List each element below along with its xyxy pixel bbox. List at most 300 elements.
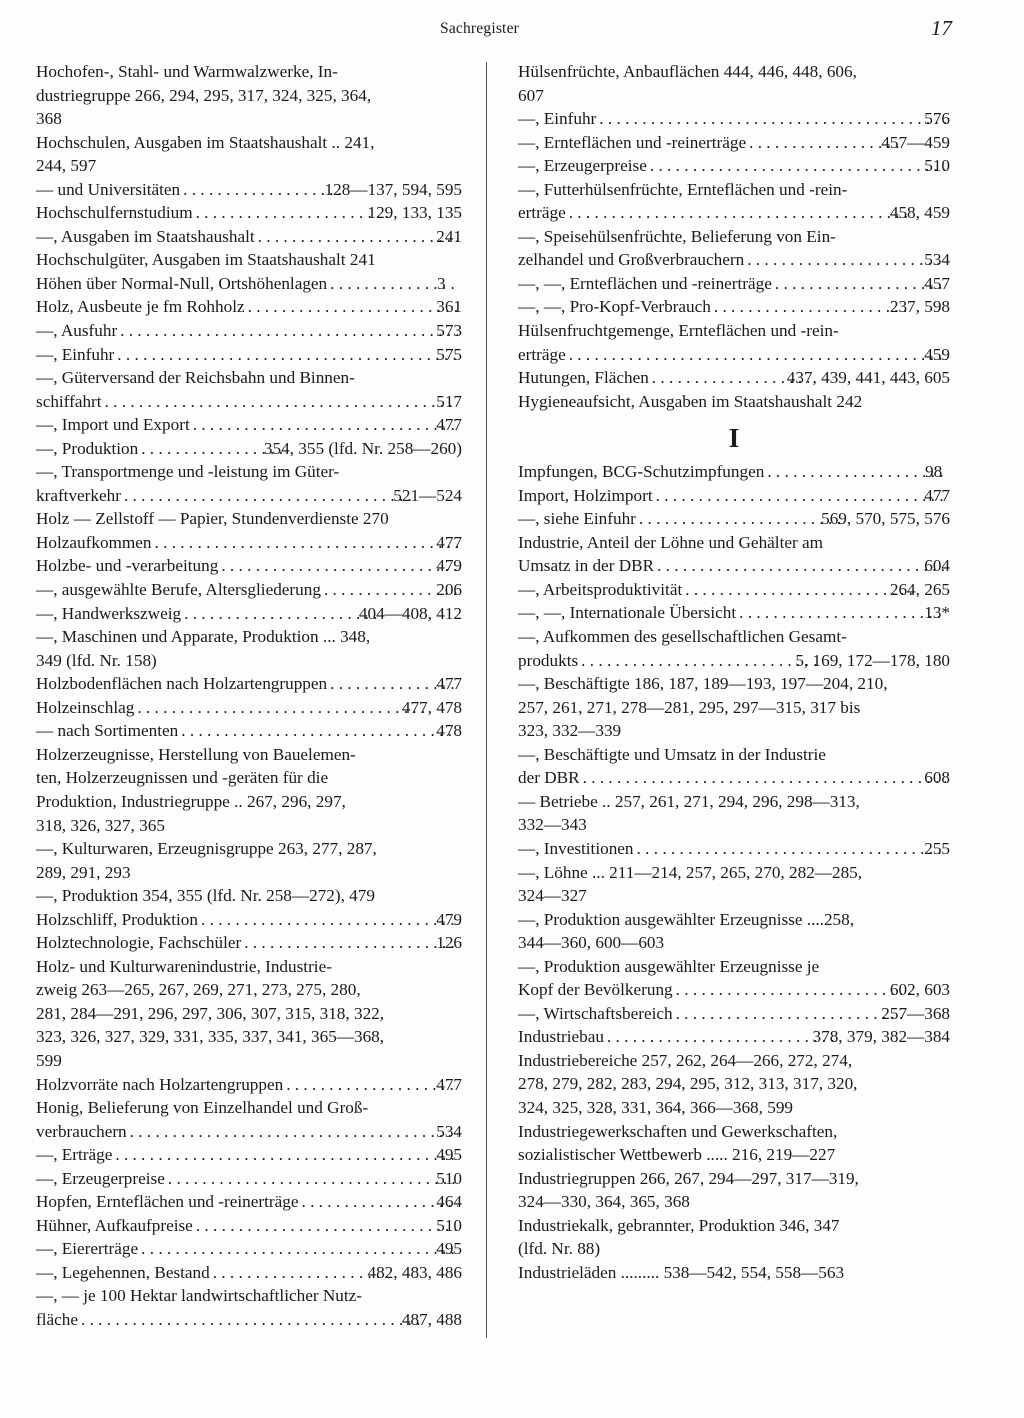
- index-term: —, Einfuhr: [518, 109, 597, 129]
- column-divider: [486, 62, 487, 1338]
- page-refs: 604: [924, 556, 950, 576]
- index-term: Holzvorräte nach Holzartengruppen: [36, 1074, 284, 1094]
- index-term: produkts: [518, 650, 579, 670]
- index-line: 344—360, 600—603: [518, 933, 665, 953]
- index-entry: [518, 1049, 950, 1120]
- index-line: Holz — Zellstoff — Papier, Stundenverdienste 270: [36, 509, 389, 529]
- index-line: 323, 326, 327, 329, 331, 335, 337, 341, 365—368,: [36, 1027, 385, 1047]
- leader-dots: [685, 578, 912, 602]
- index-line: 607: [518, 85, 544, 105]
- index-leader-line: [36, 343, 462, 367]
- index-entry: [518, 1120, 950, 1167]
- index-entry: [36, 1143, 462, 1167]
- index-term: —, Ernteflächen und -reinerträge: [518, 132, 747, 152]
- index-column-right: [518, 60, 950, 1284]
- leader-dots: [767, 460, 947, 484]
- index-leader-line: [36, 413, 462, 437]
- index-term: Holzbodenflächen nach Holzartengruppen: [36, 674, 328, 694]
- page-refs: 521—524: [393, 485, 462, 505]
- page-refs: 495: [436, 1145, 462, 1165]
- index-entry: [518, 178, 950, 225]
- index-entry: [36, 1167, 462, 1191]
- index-line: 349 (lfd. Nr. 158): [36, 650, 157, 670]
- index-leader-line: [36, 696, 462, 720]
- index-entry: [518, 531, 950, 578]
- index-entry: [36, 319, 462, 343]
- index-leader-line: [518, 837, 950, 861]
- leader-dots: [301, 1190, 458, 1214]
- index-line: Industriebereiche 257, 262, 264—266, 272, 274,: [518, 1050, 853, 1070]
- index-entry: [36, 1237, 462, 1261]
- index-leader-line: [518, 107, 950, 131]
- index-entry: [36, 696, 462, 720]
- index-line: Hülsenfruchtgemenge, Ernteflächen und -rein-: [518, 321, 839, 341]
- index-entry: [518, 366, 950, 390]
- index-line: 599: [36, 1050, 62, 1070]
- index-line: Holz- und Kulturwarenindustrie, Industrie-: [36, 956, 332, 976]
- leader-dots: [637, 837, 947, 861]
- index-line: —, Beschäftigte 186, 187, 189—193, 197—204, 210,: [518, 674, 888, 694]
- page-refs: 534: [924, 250, 950, 270]
- index-leader-line: [36, 531, 462, 555]
- leader-dots: [193, 413, 459, 437]
- index-term: Holztechnologie, Fachschüler: [36, 933, 242, 953]
- index-entry: [518, 861, 950, 908]
- index-leader-line: [36, 225, 462, 249]
- index-line: —, Kulturwaren, Erzeugnisgruppe 263, 277, 287,: [36, 839, 377, 859]
- index-term: Holz, Ausbeute je fm Rohholz: [36, 297, 245, 317]
- page-refs: 478: [436, 721, 462, 741]
- index-term: —, Erzeugerpreise: [518, 156, 647, 176]
- index-term: —, siehe Einfuhr: [518, 509, 636, 529]
- index-entry: [36, 295, 462, 319]
- leader-dots: [676, 978, 912, 1002]
- index-leader-line: Höhen über Normal-Null, Ortshöhenlagen . . . 3: [61, 272, 462, 296]
- index-line: sozialistischer Wettbewerb ..... 216, 219—227: [518, 1145, 836, 1165]
- index-term: Hühner, Aufkaufpreise: [36, 1215, 193, 1235]
- leader-dots: [714, 295, 912, 319]
- page-refs: 378, 379, 382—384: [812, 1027, 950, 1047]
- page-refs: 510: [436, 1215, 462, 1235]
- leader-dots: [286, 1073, 458, 1097]
- leader-dots: [607, 1025, 835, 1049]
- index-entry: [518, 625, 950, 672]
- leader-dots: [639, 507, 843, 531]
- index-line: 324—330, 364, 365, 368: [518, 1192, 690, 1212]
- index-entry: [36, 413, 462, 437]
- index-entry: [518, 131, 950, 155]
- index-term: —, Handwerkszweig: [36, 603, 182, 623]
- index-line: 332—343: [518, 815, 587, 835]
- index-entry: [36, 507, 462, 531]
- page-header: [0, 14, 1024, 44]
- index-term: —, Ausgaben im Staatshaushalt: [36, 226, 255, 246]
- leader-dots: [656, 484, 947, 508]
- leader-dots: [652, 366, 809, 390]
- index-entry: [518, 272, 950, 296]
- index-entry: [518, 1214, 950, 1261]
- index-entry: [518, 60, 950, 107]
- page-refs: 13*: [924, 603, 950, 623]
- index-entry: [36, 743, 462, 837]
- index-term: Hochschulfernstudium: [36, 203, 193, 223]
- index-leader-line: [36, 437, 462, 461]
- index-entry: [518, 1167, 950, 1214]
- page-refs: 128—137, 594, 595: [324, 179, 462, 199]
- index-section-h: [518, 60, 950, 413]
- index-term: — und Universitäten: [36, 179, 181, 199]
- leader-dots: [196, 201, 390, 225]
- index-line: Industriegruppen 266, 267, 294—297, 317—319,: [518, 1168, 859, 1188]
- index-term: Umsatz in der DBR: [518, 556, 655, 576]
- index-leader-line: [518, 1025, 950, 1049]
- index-term: Holzaufkommen: [36, 532, 152, 552]
- page-refs: 602, 603: [889, 980, 950, 1000]
- page-refs: 534: [436, 1121, 462, 1141]
- index-term: —, —, Internationale Übersicht: [518, 603, 737, 623]
- leader-dots: [184, 602, 381, 626]
- leader-dots: [105, 390, 459, 414]
- index-entry: [36, 366, 462, 413]
- leader-dots: [599, 107, 946, 131]
- page-refs: 608: [924, 768, 950, 788]
- index-entry: [36, 719, 462, 743]
- index-line: Produktion, Industriegruppe .. 267, 296, 297,: [36, 791, 346, 811]
- index-leader-line: [518, 766, 950, 790]
- page-refs: 237, 598: [889, 297, 950, 317]
- index-term: —, Erträge: [36, 1145, 113, 1165]
- leader-dots: [183, 178, 346, 202]
- index-term: Import, Holzimport: [518, 485, 653, 505]
- index-entry: [36, 908, 462, 932]
- index-line: —, Löhne ... 211—214, 257, 265, 270, 282—285,: [518, 862, 863, 882]
- index-leader-line: [518, 131, 950, 155]
- index-leader-line: [518, 1002, 950, 1026]
- index-line: — Betriebe .. 257, 261, 271, 294, 296, 298—313,: [518, 791, 860, 811]
- leader-dots: [115, 1143, 458, 1167]
- running-title: Sachregister: [440, 20, 520, 37]
- index-entry: [36, 578, 462, 602]
- index-entry: [518, 507, 950, 531]
- index-entry: [518, 837, 950, 861]
- index-entry: [518, 107, 950, 131]
- page-refs: 459: [924, 344, 950, 364]
- leader-dots: [130, 1120, 459, 1144]
- index-entry: [36, 625, 462, 672]
- index-term: —, Import und Export: [36, 415, 190, 435]
- index-entry: [36, 1284, 462, 1331]
- page-refs: 479: [436, 556, 462, 576]
- index-entry: [36, 884, 462, 908]
- index-leader-line: [518, 343, 950, 367]
- index-line: —, Produktion 354, 355 (lfd. Nr. 258—272), 479: [36, 886, 375, 906]
- leader-dots: [81, 1308, 424, 1332]
- section-letter-heading: I: [728, 423, 740, 454]
- page-refs: 482, 483, 486: [367, 1262, 462, 1282]
- leader-dots: [124, 484, 415, 508]
- index-leader-line: [36, 390, 462, 414]
- leader-dots: [676, 1002, 904, 1026]
- index-entry: [36, 554, 462, 578]
- index-entry: [36, 178, 462, 202]
- index-entry: [518, 295, 950, 319]
- leader-dots: [775, 272, 946, 296]
- index-leader-line: [518, 601, 950, 625]
- index-term: —, Investitionen: [518, 838, 634, 858]
- index-line: 278, 279, 282, 283, 294, 295, 312, 313, 317, 320,: [518, 1074, 858, 1094]
- leader-dots: [120, 319, 458, 343]
- leader-dots: [181, 719, 458, 743]
- index-column-left: [36, 60, 462, 1332]
- index-line: —, Produktion ausgewählter Erzeugnisse ....258,: [518, 909, 855, 929]
- index-term: Holzbe- und -verarbeitung: [36, 556, 219, 576]
- index-line: —, Speisehülsenfrüchte, Belieferung von Ein-: [518, 226, 836, 246]
- page-refs: 477, 478: [401, 697, 462, 717]
- index-leader-line: [518, 248, 950, 272]
- index-entry: [518, 484, 950, 508]
- index-leader-line: [36, 908, 462, 932]
- index-entry: [518, 743, 950, 790]
- index-leader-line: [518, 484, 950, 508]
- index-leader-line: [36, 484, 462, 508]
- index-line: Industrieläden ......... 538—542, 554, 558—563: [518, 1262, 845, 1282]
- index-term: zelhandel und Großverbrauchern: [518, 250, 745, 270]
- index-line: Hochschulen, Ausgaben im Staatshaushalt .. 241,: [36, 132, 375, 152]
- index-leader-line: [518, 554, 950, 578]
- index-entry: [36, 248, 462, 272]
- page-refs: 404—408, 412: [358, 603, 462, 623]
- index-line: Industriekalk, gebrannter, Produktion 346, 347: [518, 1215, 840, 1235]
- page-refs: 241: [436, 226, 462, 246]
- page-refs: 5, 169, 172—178, 180: [795, 650, 950, 670]
- page-refs: 264, 265: [889, 579, 950, 599]
- index-term: —, ausgewählte Berufe, Altersgliederung: [36, 580, 321, 600]
- leader-dots: [168, 1167, 458, 1191]
- leader-dots: [650, 154, 946, 178]
- index-term: Höhen über Normal-Null, Ortshöhenlagen: [36, 273, 328, 293]
- index-entry: [518, 319, 950, 366]
- index-term: Hopfen, Ernteflächen und -reinerträge: [36, 1192, 299, 1212]
- leader-dots: [117, 343, 458, 367]
- page-refs: 464: [436, 1192, 462, 1212]
- index-entry: [36, 225, 462, 249]
- index-entry: [518, 672, 950, 743]
- index-entry: [518, 154, 950, 178]
- index-entry: [518, 225, 950, 272]
- leader-dots: [248, 295, 459, 319]
- leader-dots: [201, 908, 458, 932]
- index-term: —, Arbeitsproduktivität: [518, 579, 683, 599]
- page-refs: 495: [436, 1239, 462, 1259]
- index-entry: [36, 1073, 462, 1097]
- index-term: —, Wirtschaftsbereich: [518, 1003, 673, 1023]
- index-leader-line: [518, 154, 950, 178]
- leader-dots: [258, 225, 459, 249]
- index-entry: [36, 672, 462, 696]
- index-line: (lfd. Nr. 88): [518, 1239, 601, 1259]
- index-entry: [518, 955, 950, 1002]
- index-term: fläche: [36, 1309, 78, 1329]
- index-term: —, Einfuhr: [36, 344, 115, 364]
- index-term: kraftverkehr: [36, 485, 121, 505]
- index-term: Kopf der Bevölkerung: [518, 980, 673, 1000]
- page-refs: 477: [436, 532, 462, 552]
- index-leader-line: [518, 272, 950, 296]
- index-leader-line: [518, 366, 950, 390]
- index-line: Hygieneaufsicht, Ausgaben im Staatshaushalt 242: [518, 391, 863, 411]
- index-entry: [518, 1025, 950, 1049]
- index-leader-line: [36, 1073, 462, 1097]
- index-entry: [36, 531, 462, 555]
- index-entry: [36, 272, 462, 296]
- index-term: Industriebau: [518, 1027, 604, 1047]
- index-term: der DBR: [518, 768, 580, 788]
- index-line: 281, 284—291, 296, 297, 306, 307, 315, 318, 322,: [36, 1003, 385, 1023]
- index-leader-line: [36, 178, 462, 202]
- page-refs: 126: [436, 933, 462, 953]
- index-entry: [36, 201, 462, 225]
- index-leader-line: [518, 507, 950, 531]
- index-entry: [36, 1190, 462, 1214]
- leader-dots: [739, 601, 946, 625]
- index-entry: [36, 837, 462, 884]
- index-term: —, Erzeugerpreise: [36, 1168, 165, 1188]
- leader-dots: [657, 554, 946, 578]
- page-refs: 477: [436, 1074, 462, 1094]
- index-entry: [36, 1096, 462, 1143]
- index-line: —, Produktion ausgewählter Erzeugnisse je: [518, 956, 820, 976]
- index-line: dustriegruppe 266, 294, 295, 317, 324, 325, 364,: [36, 85, 372, 105]
- page-refs: 576: [924, 109, 950, 129]
- page-refs: 487, 488: [401, 1309, 462, 1329]
- index-line: Holzerzeugnisse, Herstellung von Bauelemen-: [36, 744, 356, 764]
- leader-dots: [213, 1261, 390, 1285]
- page-refs: 477: [436, 415, 462, 435]
- index-leader-line: [36, 201, 462, 225]
- index-leader-line: [36, 578, 462, 602]
- index-term: —, Produktion: [36, 438, 139, 458]
- page-refs: 129, 133, 135: [367, 203, 462, 223]
- index-leader-line: [36, 1261, 462, 1285]
- index-entry: [36, 343, 462, 367]
- page-refs: 458, 459: [889, 203, 950, 223]
- index-leader-line: [36, 295, 462, 319]
- index-leader-line: [36, 672, 462, 696]
- index-leader-line: [518, 295, 950, 319]
- index-line: Industriegewerkschaften und Gewerkschaften,: [518, 1121, 838, 1141]
- index-line: —, Aufkommen des gesellschaftlichen Gesamt-: [518, 627, 847, 647]
- index-line: —, Güterversand der Reichsbahn und Binnen-: [36, 368, 355, 388]
- index-line: 323, 332—339: [518, 721, 622, 741]
- index-term: schiffahrt: [36, 391, 102, 411]
- page-refs: 477: [436, 674, 462, 694]
- index-entry: [518, 601, 950, 625]
- index-term: —, —, Pro-Kopf-Verbrauch: [518, 297, 711, 317]
- index-entry: [36, 1261, 462, 1285]
- leader-dots: [221, 554, 458, 578]
- index-line: Hochofen-, Stahl- und Warmwalzwerke, In-: [36, 62, 338, 81]
- index-entry: [36, 955, 462, 1073]
- index-section-i: [518, 460, 950, 1284]
- index-leader-line: [36, 554, 462, 578]
- page-refs: 575: [436, 344, 462, 364]
- leader-dots: [244, 931, 458, 955]
- index-entry: [36, 131, 462, 178]
- page-refs: 206: [436, 580, 462, 600]
- leader-dots: [155, 531, 459, 555]
- page-refs: 573: [436, 321, 462, 341]
- page-refs: 479: [436, 909, 462, 929]
- index-term: Holzschliff, Produktion: [36, 909, 198, 929]
- index-line: 318, 326, 327, 365: [36, 815, 165, 835]
- leader-dots: [583, 766, 947, 790]
- index-entry: [36, 60, 462, 131]
- index-leader-line: [36, 319, 462, 343]
- page-refs: 457: [924, 273, 950, 293]
- index-entry: [36, 1214, 462, 1238]
- index-entry: [36, 931, 462, 955]
- index-term: — nach Sortimenten: [36, 721, 179, 741]
- index-leader-line: [36, 1308, 462, 1332]
- index-leader-line: Impfungen, BCG-Schutzimpfungen . . . 98: [543, 460, 950, 484]
- index-term: Holzeinschlag: [36, 697, 135, 717]
- index-entry: [518, 790, 950, 837]
- index-term: Impfungen, BCG-Schutzimpfungen: [518, 462, 765, 482]
- index-line: 324—327: [518, 886, 587, 906]
- index-leader-line: [36, 1214, 462, 1238]
- page-number: 17: [931, 16, 952, 40]
- leader-dots: [569, 201, 912, 225]
- index-term: verbrauchern: [36, 1121, 127, 1141]
- index-leader-line: [36, 1143, 462, 1167]
- page-refs: 477: [924, 485, 950, 505]
- index-line: ten, Holzerzeugnissen und -geräten für die: [36, 768, 329, 788]
- index-entry: [36, 602, 462, 626]
- page-refs: 437, 439, 441, 443, 605: [786, 368, 950, 388]
- index-line: 244, 597: [36, 156, 97, 176]
- index-leader-line: [36, 1120, 462, 1144]
- index-line: —, Maschinen und Apparate, Produktion ... 348,: [36, 627, 371, 647]
- index-line: Honig, Belieferung von Einzelhandel und Groß-: [36, 1098, 369, 1118]
- index-line: 368: [36, 109, 62, 129]
- index-leader-line: [518, 978, 950, 1002]
- index-entry: [518, 908, 950, 955]
- index-line: 289, 291, 293: [36, 862, 131, 882]
- page-refs: 457—459: [881, 132, 950, 152]
- index-term: —, Eiererträge: [36, 1239, 139, 1259]
- index-line: —, Futterhülsenfrüchte, Ernteflächen und -rein-: [518, 179, 848, 199]
- index-leader-line: [518, 201, 950, 225]
- index-line: zweig 263—265, 267, 269, 271, 273, 275, 280,: [36, 980, 361, 1000]
- index-leader-line: [36, 1237, 462, 1261]
- index-term: Hutungen, Flächen: [518, 368, 649, 388]
- index-line: Hochschulgüter, Ausgaben im Staatshaushalt 241: [36, 250, 376, 270]
- index-term: erträge: [518, 203, 566, 223]
- leader-dots: [141, 1237, 458, 1261]
- index-line: —, — je 100 Hektar landwirtschaftlicher Nutz-: [36, 1286, 362, 1306]
- index-line: 324, 325, 328, 331, 364, 366—368, 599: [518, 1097, 793, 1117]
- index-term: —, —, Ernteflächen und -reinerträge: [518, 273, 772, 293]
- index-leader-line: [36, 1167, 462, 1191]
- index-term: erträge: [518, 344, 566, 364]
- index-entry: [518, 1002, 950, 1026]
- index-entry: [518, 578, 950, 602]
- index-line: —, Beschäftigte und Umsatz in der Industrie: [518, 744, 826, 764]
- leader-dots: [137, 696, 424, 720]
- index-line: Hülsenfrüchte, Anbauflächen 444, 446, 448, 606,: [518, 62, 857, 81]
- leader-dots: [749, 131, 903, 155]
- page-refs: 510: [924, 156, 950, 176]
